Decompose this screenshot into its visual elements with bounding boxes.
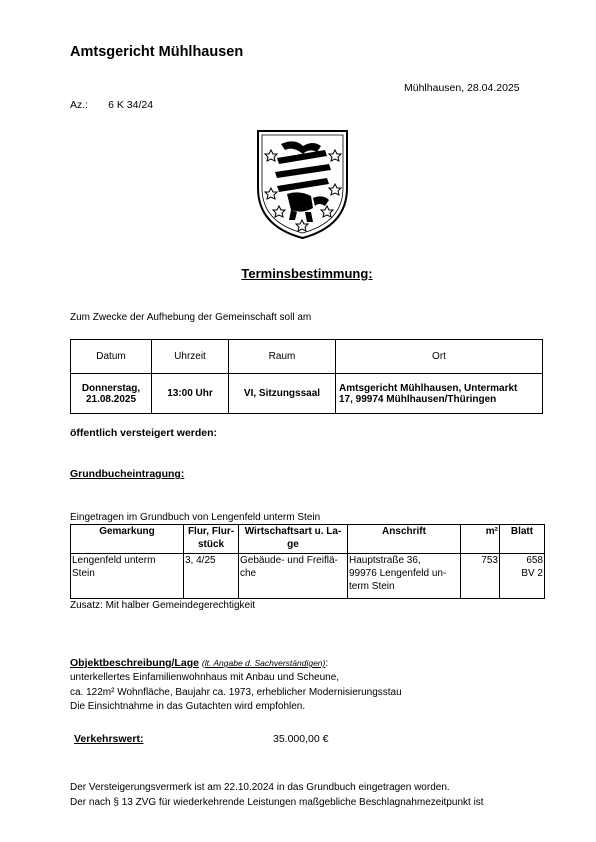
objekt-heading <box>70 657 328 669</box>
appointment-date <box>71 374 152 414</box>
grundbuch-table <box>70 524 545 599</box>
header-ort: Ort <box>336 340 543 374</box>
appointment-time: 13:00 Uhr <box>152 374 229 414</box>
grundbuch-heading: Grundbucheintragung: <box>70 468 185 480</box>
header-wirtschaftsart <box>239 525 348 554</box>
header-m2: m² <box>461 525 500 554</box>
appointment-place <box>336 374 543 414</box>
header-line: Wirtschaftsart u. La- <box>244 526 342 537</box>
closing-line: Der Versteigerungsvermerk ist am 22.10.2024 in das Grundbuch eingetragen worden. <box>70 782 450 793</box>
date-line: Donnerstag, <box>81 382 141 394</box>
table-header-row <box>71 340 543 374</box>
cell-line: Stein <box>72 568 95 579</box>
intro-text: Zum Zwecke der Aufhebung der Gemeinschaft soll am <box>70 312 312 323</box>
az-label: Az.: <box>70 99 89 111</box>
cell-line: Gebäude- und Freiflä- <box>240 555 338 566</box>
cell-flur: 3, 4/25 <box>184 554 239 599</box>
objekt-line: ca. 122m² Wohnfläche, Baujahr ca. 1973, erheblicher Modernisierungsstau <box>70 686 402 698</box>
table-header-row <box>71 525 545 554</box>
header-blatt: Blatt <box>500 525 545 554</box>
closing-line: Der nach § 13 ZVG für wiederkehrende Leistungen maßgebliche Beschlagnahmezeitpunkt ist <box>70 797 484 808</box>
table-row <box>71 374 543 414</box>
header-line: ge <box>287 539 299 550</box>
cell-wirtschaftsart <box>239 554 348 599</box>
cell-blatt <box>500 554 545 599</box>
zusatz-text: Zusatz: Mit halber Gemeindegerechtigkeit <box>70 600 256 611</box>
cell-line: 99976 Lengenfeld un- <box>349 568 447 579</box>
verkehrswert-label: Verkehrswert: <box>74 733 144 745</box>
page-title: Terminsbestimmung: <box>241 266 373 281</box>
closing-text <box>70 780 484 810</box>
header-line: stück <box>197 539 225 550</box>
auction-text: öffentlich versteigert werden: <box>70 427 218 439</box>
cell-line: Lengenfeld unterm <box>72 555 156 566</box>
place-line: Amtsgericht Mühlhausen, Untermarkt <box>339 382 518 394</box>
objekt-line: unterkellertes Einfamilienwohnhaus mit Anbau und Scheune, <box>70 672 340 683</box>
coat-of-arms-icon <box>255 128 350 245</box>
header-line: Flur, Flur- <box>187 526 235 537</box>
verkehrswert-value: 35.000,00 € <box>273 733 329 745</box>
court-name: Amtsgericht Mühlhausen <box>70 44 244 60</box>
table-row <box>71 554 545 599</box>
place-date: Mühlhausen, 28.04.2025 <box>404 82 520 94</box>
cell-line: 658 <box>526 555 543 566</box>
objekt-note: (lt. Angabe d. Sachverständigen) <box>201 658 326 668</box>
az-value: 6 K 34/24 <box>108 99 154 111</box>
objekt-line: Die Einsichtnahme in das Gutachten wird empfohlen. <box>70 701 306 712</box>
header-flur <box>184 525 239 554</box>
place-line: 17, 99974 Mühlhausen/Thüringen <box>339 393 497 405</box>
header-anschrift: Anschrift <box>348 525 461 554</box>
date-line: 21.08.2025 <box>85 393 137 405</box>
appointment-room: VI, Sitzungssaal <box>229 374 336 414</box>
file-reference <box>70 99 153 111</box>
cell-m2: 753 <box>461 554 500 599</box>
header-uhrzeit: Uhrzeit <box>152 340 229 374</box>
header-gemarkung: Gemarkung <box>71 525 184 554</box>
cell-anschrift <box>348 554 461 599</box>
cell-line: term Stein <box>349 581 395 592</box>
header-datum: Datum <box>71 340 152 374</box>
objekt-colon: : <box>325 657 329 669</box>
objekt-heading-label: Objektbeschreibung/Lage <box>70 657 199 669</box>
cell-line: Hauptstraße 36, <box>349 555 421 566</box>
cell-line: che <box>240 568 257 579</box>
objekt-description <box>70 671 402 715</box>
header-raum: Raum <box>229 340 336 374</box>
grundbuch-line: Eingetragen im Grundbuch von Lengenfeld unterm Stein <box>70 512 321 523</box>
cell-gemarkung <box>71 554 184 599</box>
cell-line: BV 2 <box>521 568 543 579</box>
appointment-table <box>70 339 543 414</box>
